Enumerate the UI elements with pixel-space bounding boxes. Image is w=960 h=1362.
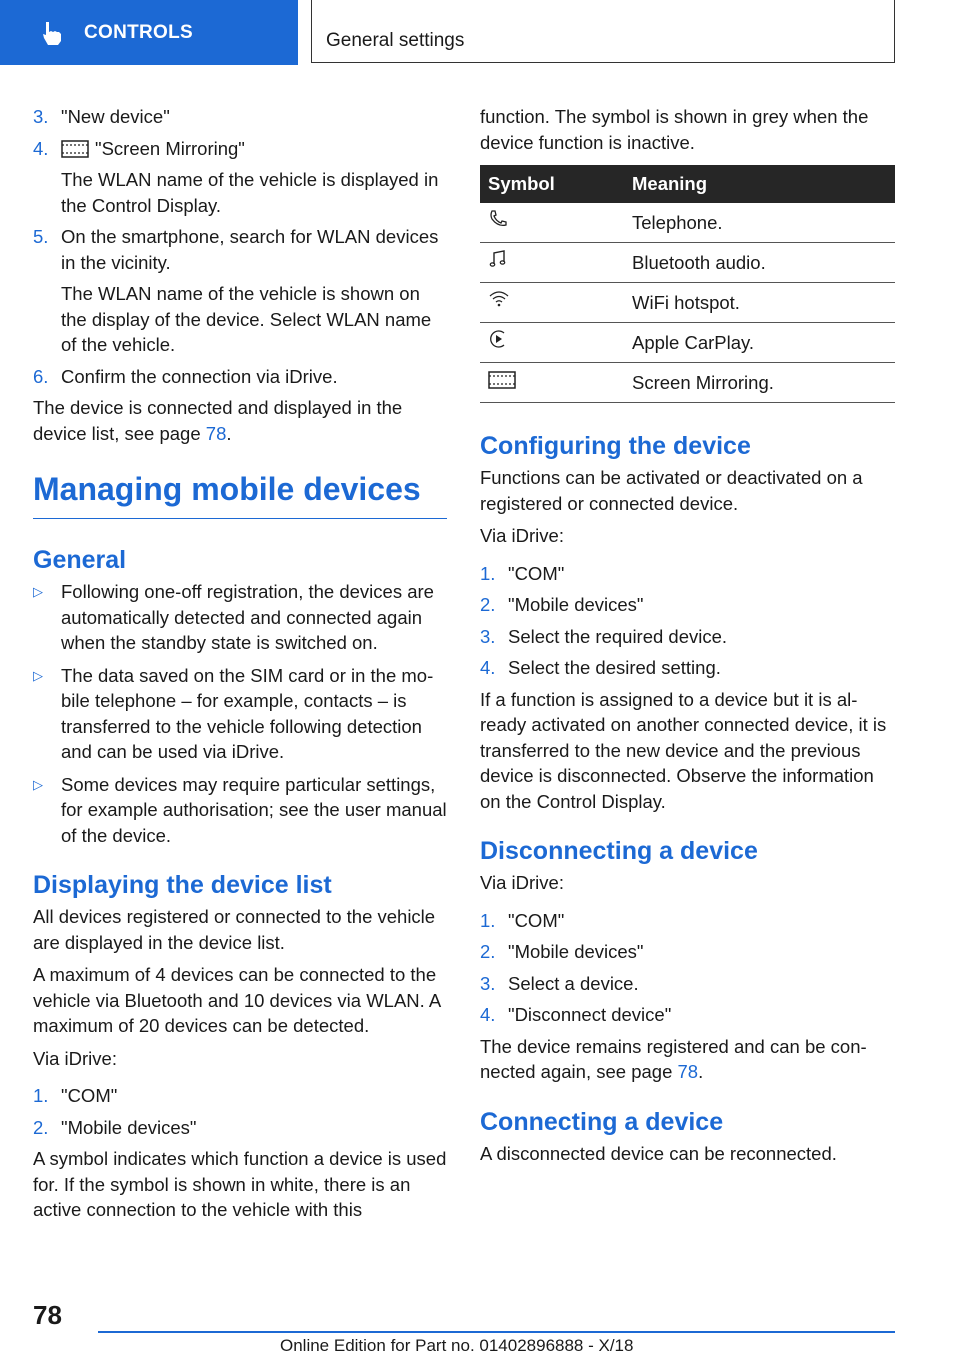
list-item: 5. On the smartphone, search for WLAN devices in the vicinity. <box>33 226 439 273</box>
carplay-icon <box>488 329 508 349</box>
screen-mirroring-icon <box>61 140 89 158</box>
table-header <box>480 165 895 203</box>
list-item: 3. "New device" <box>33 106 170 127</box>
list-item: 2. "Mobile devices" <box>33 1116 197 1138</box>
heading-configure: Configuring the device <box>480 432 751 460</box>
paragraph: The device remains registered and can be connected again, see page 78. <box>480 1035 867 1082</box>
page-link[interactable]: 78 <box>677 1061 699 1082</box>
section-label: CONTROLS <box>84 21 194 43</box>
list-item: 1. "COM" <box>480 562 565 584</box>
music-note-icon <box>488 249 508 269</box>
table-row: WiFi hotspot. <box>480 283 895 323</box>
phone-icon <box>488 209 508 229</box>
table-row: Screen Mirroring. <box>480 363 895 403</box>
list-item: 4. Select the desired setting. <box>480 657 721 678</box>
screen-mirroring-icon <box>488 371 516 389</box>
step-note: The WLAN name of the vehicle is displayed in the Control Display. <box>61 169 439 216</box>
section-tab <box>0 0 298 65</box>
bullet-item: ▷ Following one-off registration, the devices are automatically detected and connected again when the standby state is switched on. <box>33 579 447 656</box>
list-item: 4. "Disconnect device" <box>480 1004 672 1025</box>
list-item: 1. "COM" <box>33 1085 118 1106</box>
col-symbol: Symbol <box>480 165 624 203</box>
paragraph: Via iDrive: <box>480 525 564 546</box>
table-row: Bluetooth audio. <box>480 243 895 283</box>
paragraph: A symbol indicates which function a device is used for. If the symbol is shown in white, there is an active connection to the vehicle with this <box>33 1148 447 1220</box>
paragraph: Via iDrive: <box>480 872 564 893</box>
edition-note: Online Edition for Part no. 01402896888 - X/18 <box>280 1336 634 1355</box>
paragraph: Functions can be activated or deactivated on a registered or connected device. <box>480 467 863 514</box>
table-row: Telephone. <box>480 203 895 243</box>
list-item: 3. Select the required device. <box>480 625 728 647</box>
list-item: 2. "Mobile devices" <box>480 941 644 962</box>
col-meaning: Meaning <box>624 165 895 203</box>
right-column <box>480 104 895 1173</box>
page-link[interactable]: 78 <box>205 422 227 444</box>
step-note: The WLAN name of the vehicle is shown on the display of the device. Select WLAN name of the vehicle. <box>61 283 432 355</box>
heading-disconnect: Disconnecting a device <box>480 837 758 865</box>
footer-divider <box>98 1331 895 1333</box>
wifi-icon <box>488 289 510 309</box>
paragraph: A disconnected device can be reconnected. <box>480 1142 837 1164</box>
list-item: 3. Select a device. <box>480 972 639 994</box>
page-number: 78 <box>33 1300 62 1330</box>
paragraph: If a function is assigned to a device but it is already activated on another connected device, it is transferred to the new device and the previous device is disconnected. Observe the information on the Control Display. <box>480 688 887 812</box>
symbol-table <box>480 165 895 403</box>
list-item: 2. "Mobile devices" <box>480 594 644 615</box>
triangle-bullet-icon: ▷ <box>33 667 43 683</box>
paragraph: A maximum of 4 devices can be connected to the vehicle via Bluetooth and 10 devices via WLAN. A maximum of 20 devices can be detected. <box>33 964 441 1036</box>
left-column <box>33 104 447 1230</box>
list-item: 1. "COM" <box>480 909 565 931</box>
list-item: 4. "Screen Mirroring" <box>33 137 245 159</box>
triangle-bullet-icon: ▷ <box>33 584 43 599</box>
chapter-title: General settings <box>326 30 465 51</box>
main-heading: Managing mobile devices <box>33 470 447 519</box>
table-row: Apple CarPlay. <box>480 323 895 363</box>
paragraph: Via iDrive: <box>33 1047 117 1069</box>
paragraph: The device is connected and displayed in the device list, see page 78. <box>33 397 403 444</box>
hand-pointer-icon <box>38 18 68 48</box>
chapter-header <box>311 0 895 63</box>
heading-connect: Connecting a device <box>480 1107 724 1136</box>
heading-device-list: Displaying the device list <box>33 871 332 899</box>
bullet-item: ▷ The data saved on the SIM card or in the mobile telephone – for example, contacts – is transferred to the vehicle following detection and can be used via iDrive. <box>33 663 447 765</box>
paragraph: function. The symbol is shown in grey when the device function is inactive. <box>480 106 869 153</box>
bullet-item: ▷ Some devices may require particular settings, for example authorisation; see the user manual of the device. <box>33 772 447 849</box>
list-item: 6. Confirm the connection via iDrive. <box>33 365 338 387</box>
heading-general: General <box>33 546 127 574</box>
triangle-bullet-icon: ▷ <box>33 776 43 792</box>
paragraph: All devices registered or connected to the vehicle are displayed in the device list. <box>33 906 436 953</box>
